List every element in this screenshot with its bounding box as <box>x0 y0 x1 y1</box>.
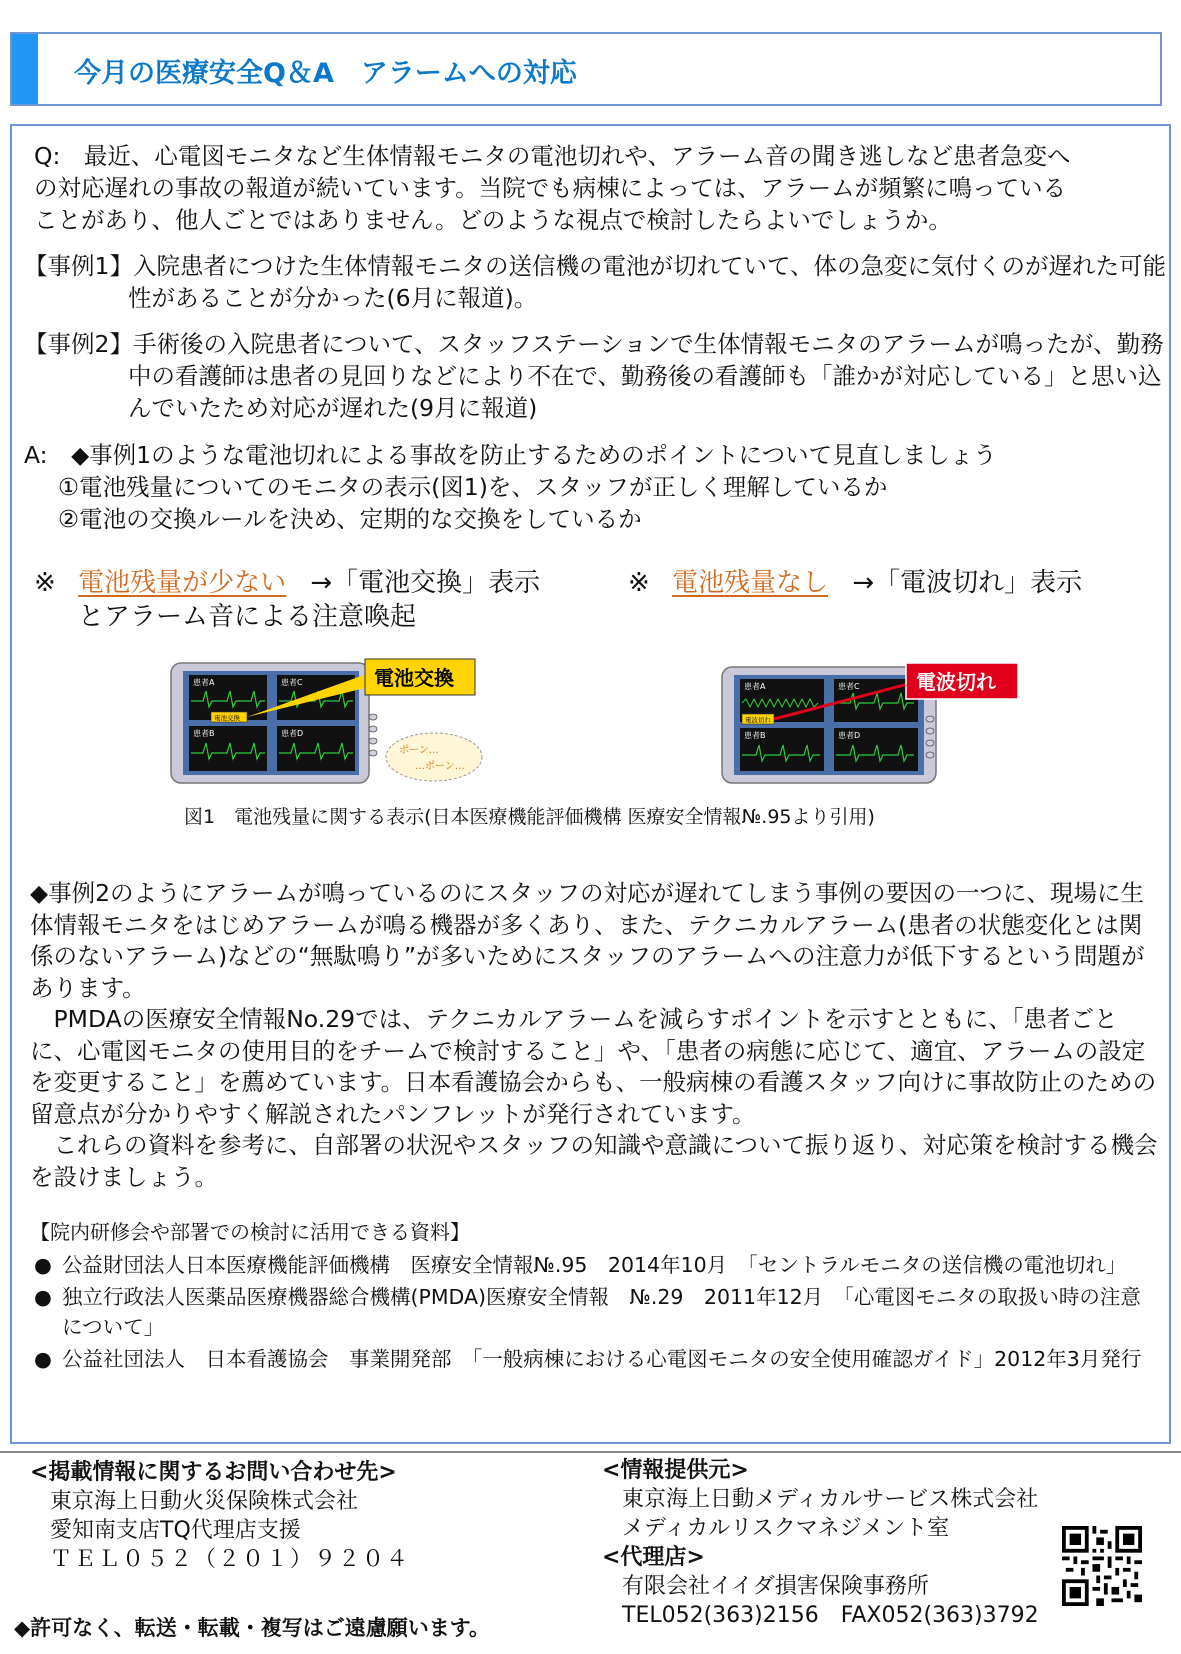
provider-heading: <情報提供元> <box>602 1458 749 1483</box>
monitor-button <box>926 728 934 734</box>
main-content-box <box>10 124 1171 1444</box>
case-2: 【事例2】手術後の入院患者について、スタッフステーションで生体情報モニタのアラームが鳴ったが、勤務中の看護師は患者の見回りなどにより不在で、勤務後の看護師も「誰かが対応している」と思い込んでいたため対応が遅れた(9月に報道) <box>24 330 1164 422</box>
agent-heading: <代理店> <box>602 1545 705 1570</box>
answer-block <box>24 439 997 535</box>
battery-low-text-line2: とアラーム音による注意喚起 <box>78 602 417 632</box>
monitor-button <box>369 726 377 732</box>
signal-lost-callout-text: 電波切れ <box>916 670 996 694</box>
patient-label: 患者C <box>838 682 860 691</box>
patient-label: 患者A <box>744 682 766 691</box>
question-line: の対応遅れの事故の報道が続いています。当院でも病棟によっては、アラームが頻繁に鳴っている <box>34 174 1067 202</box>
monitor-button <box>369 738 377 744</box>
battery-low-note <box>34 566 540 634</box>
provider-company: 東京海上日動メディカルサービス株式会社 <box>622 1487 1039 1512</box>
bullet-icon: ● <box>34 1253 52 1277</box>
battery-empty-note <box>628 566 1082 600</box>
battery-low-text: →「電池交換」表示 <box>310 568 541 598</box>
patient-label: 患者D <box>281 729 304 738</box>
explanation-body <box>30 878 1160 1193</box>
reference-item <box>30 1250 1160 1280</box>
copy-notice: ◆許可なく、転送・転載・複写はご遠慮願います。 <box>14 1616 491 1640</box>
contact-branch: 愛知南支店TQ代理店支援 <box>50 1518 301 1543</box>
contact-company: 東京海上日動火災保険株式会社 <box>50 1489 359 1514</box>
monitor-button <box>926 740 934 746</box>
bullet-icon: ● <box>34 1347 52 1371</box>
patient-label: 患者A <box>193 678 215 687</box>
alarm-sound-text: ポーン… <box>399 745 439 756</box>
patient-label: 患者C <box>281 678 303 687</box>
answer-point-2: ②電池の交換ルールを決め、定期的な交換をしているか <box>58 505 642 533</box>
alarm-sound-bubble <box>386 733 482 781</box>
provider-dept: メディカルリスクマネジメント室 <box>622 1516 950 1541</box>
battery-warning-small-label: 電池交換 <box>214 714 240 722</box>
battery-replace-callout-text: 電池交換 <box>374 666 454 690</box>
patient-label: 患者B <box>193 729 215 738</box>
monitor-battery-low-figure <box>169 657 509 787</box>
battery-empty-text: →「電波切れ」表示 <box>852 568 1083 598</box>
reference-text: 公益社団法人 日本看護協会 事業開発部 「一般病棟における心電図モニタの安全使用確認ガイド」2012年3月発行 <box>62 1347 1142 1371</box>
patient-label: 患者D <box>838 731 861 740</box>
case-1: 【事例1】入院患者につけた生体情報モニタの送信機の電池が切れていて、体の急変に気付くのが遅れた可能性があることが分かった(6月に報道)。 <box>24 252 1167 312</box>
monitor-button <box>926 752 934 758</box>
figure-caption: 図1 電池残量に関する表示(日本医療機能評価機構 医療安全情報№.95より引用) <box>184 806 875 828</box>
references-heading: 【院内研修会や部署での検討に活用できる資料】 <box>30 1220 470 1244</box>
alarm-sound-text: …ポーン… <box>415 761 465 772</box>
contact-heading: <掲載情報に関するお問い合わせ先> <box>30 1460 397 1485</box>
battery-empty-highlight: 電池残量なし <box>672 568 829 598</box>
note-mark: ※ <box>34 568 56 598</box>
signal-lost-small-label: 電波切れ <box>745 716 771 724</box>
monitor-button <box>926 716 934 722</box>
question-line: Q: 最近、心電図モニタなど生体情報モニタの電池切れや、アラーム音の聞き逃しなど患者急変へ <box>34 142 1071 170</box>
bullet-icon: ● <box>34 1285 52 1309</box>
question-block <box>34 140 1070 236</box>
body-paragraph: ◆事例2のようにアラームが鳴っているのにスタッフの対応が遅れてしまう事例の要因の一つに、現場に生体情報モニタをはじめアラームが鳴る機器が多くあり、また、テクニカルアラーム(患者の状態変化とは関係のないアラーム)などの“無駄鳴り”が多いためにスタッフのアラームへの注意力が低下するという問題があります。 <box>30 879 1145 1002</box>
qr-code-icon <box>1062 1526 1142 1606</box>
references-list <box>30 1250 1160 1376</box>
page-title: 今月の医療安全Q＆A アラームへの対応 <box>74 58 577 89</box>
body-paragraph: PMDAの医療安全情報No.29では、テクニカルアラームを減らすポイントを示すとともに、「患者ごとに、心電図モニタの使用目的をチームで検討すること」や、「患者の病態に応じて、適宜、アラームの設定を変更すること」を薦めています。日本看護協会からも、一般病棟の看護スタッフ向けに事故防止のための留意点が分かりやすく解説されたパンフレットが発行されています。 <box>30 1005 1157 1128</box>
note-mark: ※ <box>628 568 650 598</box>
battery-low-highlight: 電池残量が少ない <box>78 568 287 598</box>
title-box <box>10 32 1162 106</box>
reference-text: 公益財団法人日本医療機能評価機構 医療安全情報№.95 2014年10月 「セントラルモニタの送信機の電池切れ」 <box>62 1253 1127 1277</box>
reference-item <box>30 1282 1160 1342</box>
reference-item <box>30 1344 1160 1374</box>
agent-tel: TEL052(363)2156 FAX052(363)3792 <box>622 1603 1039 1628</box>
contact-info <box>30 1458 410 1574</box>
contact-tel: ＴＥＬ０５２（２０１）９２０４ <box>50 1547 411 1572</box>
answer-lead: A: ◆事例1のような電池切れによる事故を防止するためのポイントについて見直しましょう <box>24 441 997 469</box>
question-line: ことがあり、他人ごとではありません。どのような視点で検討したらよいでしょうか。 <box>34 206 952 234</box>
agent-company: 有限会社イイダ損害保険事務所 <box>622 1574 929 1599</box>
body-paragraph: これらの資料を参考に、自部署の状況やスタッフの知識や意識について振り返り、対応策を検討する機会を設けましょう。 <box>30 1131 1158 1191</box>
monitor-button <box>369 714 377 720</box>
title-accent-bar <box>12 34 38 104</box>
footer-divider <box>0 1451 1181 1453</box>
monitor-no-battery-figure <box>720 657 1060 787</box>
reference-text: 独立行政法人医薬品医療機器総合機構(PMDA)医療安全情報 №.29 2011年12月 「心電図モニタの取扱い時の注意について」 <box>62 1285 1141 1339</box>
patient-label: 患者B <box>744 731 766 740</box>
monitor-button <box>369 750 377 756</box>
provider-info <box>602 1456 1039 1630</box>
answer-point-1: ①電池残量についてのモニタの表示(図1)を、スタッフが正しく理解しているか <box>58 473 888 501</box>
